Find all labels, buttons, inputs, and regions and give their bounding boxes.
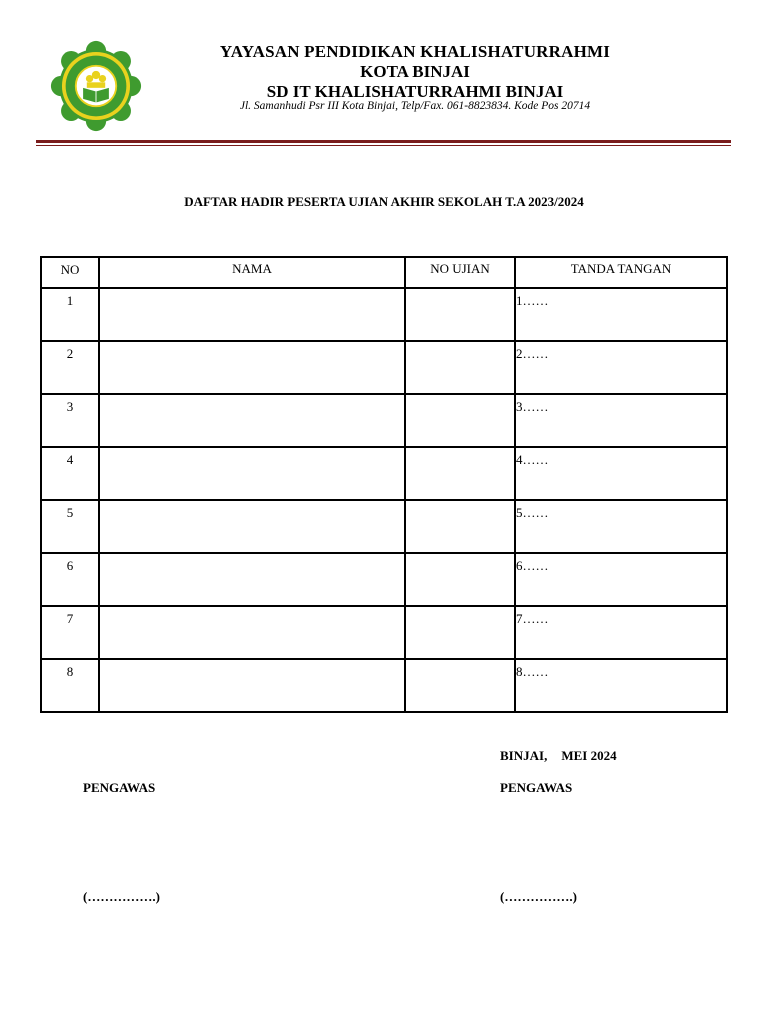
left-supervisor-signature[interactable]: (…………….) (83, 889, 160, 904)
table-row (42, 554, 726, 607)
table-row (42, 342, 726, 395)
document-title: DAFTAR HADIR PESERTA UJIAN AKHIR SEKOLAH T.A 2023/2024 (184, 194, 584, 209)
left-supervisor-label: PENGAWAS (83, 780, 156, 795)
row-number: 5 (42, 501, 100, 554)
attendance-table (40, 256, 728, 713)
exam-number-cell[interactable] (406, 395, 516, 448)
exam-number-cell[interactable] (406, 501, 516, 554)
row-number: 6 (42, 554, 100, 607)
name-cell[interactable] (100, 342, 406, 395)
exam-number-cell[interactable] (406, 607, 516, 660)
header-divider-thick (36, 140, 731, 143)
name-cell[interactable] (100, 395, 406, 448)
table-row (42, 448, 726, 501)
table-row (42, 501, 726, 554)
table-row (42, 289, 726, 342)
place-city: BINJAI, (500, 748, 548, 763)
name-cell[interactable] (100, 289, 406, 342)
table-header-row (42, 258, 726, 289)
name-cell[interactable] (100, 501, 406, 554)
signature-cell[interactable]: 2…… (516, 342, 726, 395)
row-number: 7 (42, 607, 100, 660)
exam-number-cell[interactable] (406, 342, 516, 395)
exam-number-cell[interactable] (406, 448, 516, 501)
right-supervisor-label: PENGAWAS (500, 780, 573, 795)
signature-cell[interactable]: 1…… (516, 289, 726, 342)
signature-cell[interactable]: 4…… (516, 448, 726, 501)
signature-cell[interactable]: 5…… (516, 501, 726, 554)
school-name: SD IT KHALISHATURRAHMI BINJAI (266, 82, 564, 101)
foundation-name: YAYASAN PENDIDIKAN KHALISHATURRAHMI (219, 42, 611, 61)
table-row (42, 660, 726, 711)
school-address: Jl. Samanhudi Psr III Kota Binjai, Telp/Fax. 061-8823834. Kode Pos 20714 (239, 100, 591, 112)
header-divider-thin (36, 145, 731, 146)
signature-cell[interactable]: 3…… (516, 395, 726, 448)
city-name: KOTA BINJAI (360, 62, 470, 81)
signature-cell[interactable]: 8…… (516, 664, 549, 679)
row-number: 4 (42, 448, 100, 501)
signature-cell[interactable]: 7…… (516, 607, 726, 660)
name-cell[interactable] (100, 448, 406, 501)
table-row (42, 395, 726, 448)
right-supervisor-signature[interactable]: (…………….) (500, 889, 577, 904)
header-no-ujian: NO UJIAN (406, 258, 516, 289)
signature-cell[interactable]: 6…… (516, 554, 726, 607)
row-number: 1 (42, 289, 100, 342)
date: MEI 2024 (561, 748, 617, 763)
header-no: NO (42, 258, 100, 289)
name-cell[interactable] (100, 660, 406, 711)
header-nama: NAMA (100, 258, 406, 289)
row-number: 8 (42, 660, 100, 711)
exam-number-cell[interactable] (406, 554, 516, 607)
row-number: 2 (42, 342, 100, 395)
row-number: 3 (42, 395, 100, 448)
place-date (500, 748, 617, 764)
exam-number-cell[interactable] (406, 289, 516, 342)
name-cell[interactable] (100, 554, 406, 607)
exam-number-cell[interactable] (406, 660, 516, 711)
table-row (42, 607, 726, 660)
name-cell[interactable] (100, 607, 406, 660)
header-tanda-tangan: TANDA TANGAN (516, 258, 726, 289)
school-logo (50, 40, 142, 132)
